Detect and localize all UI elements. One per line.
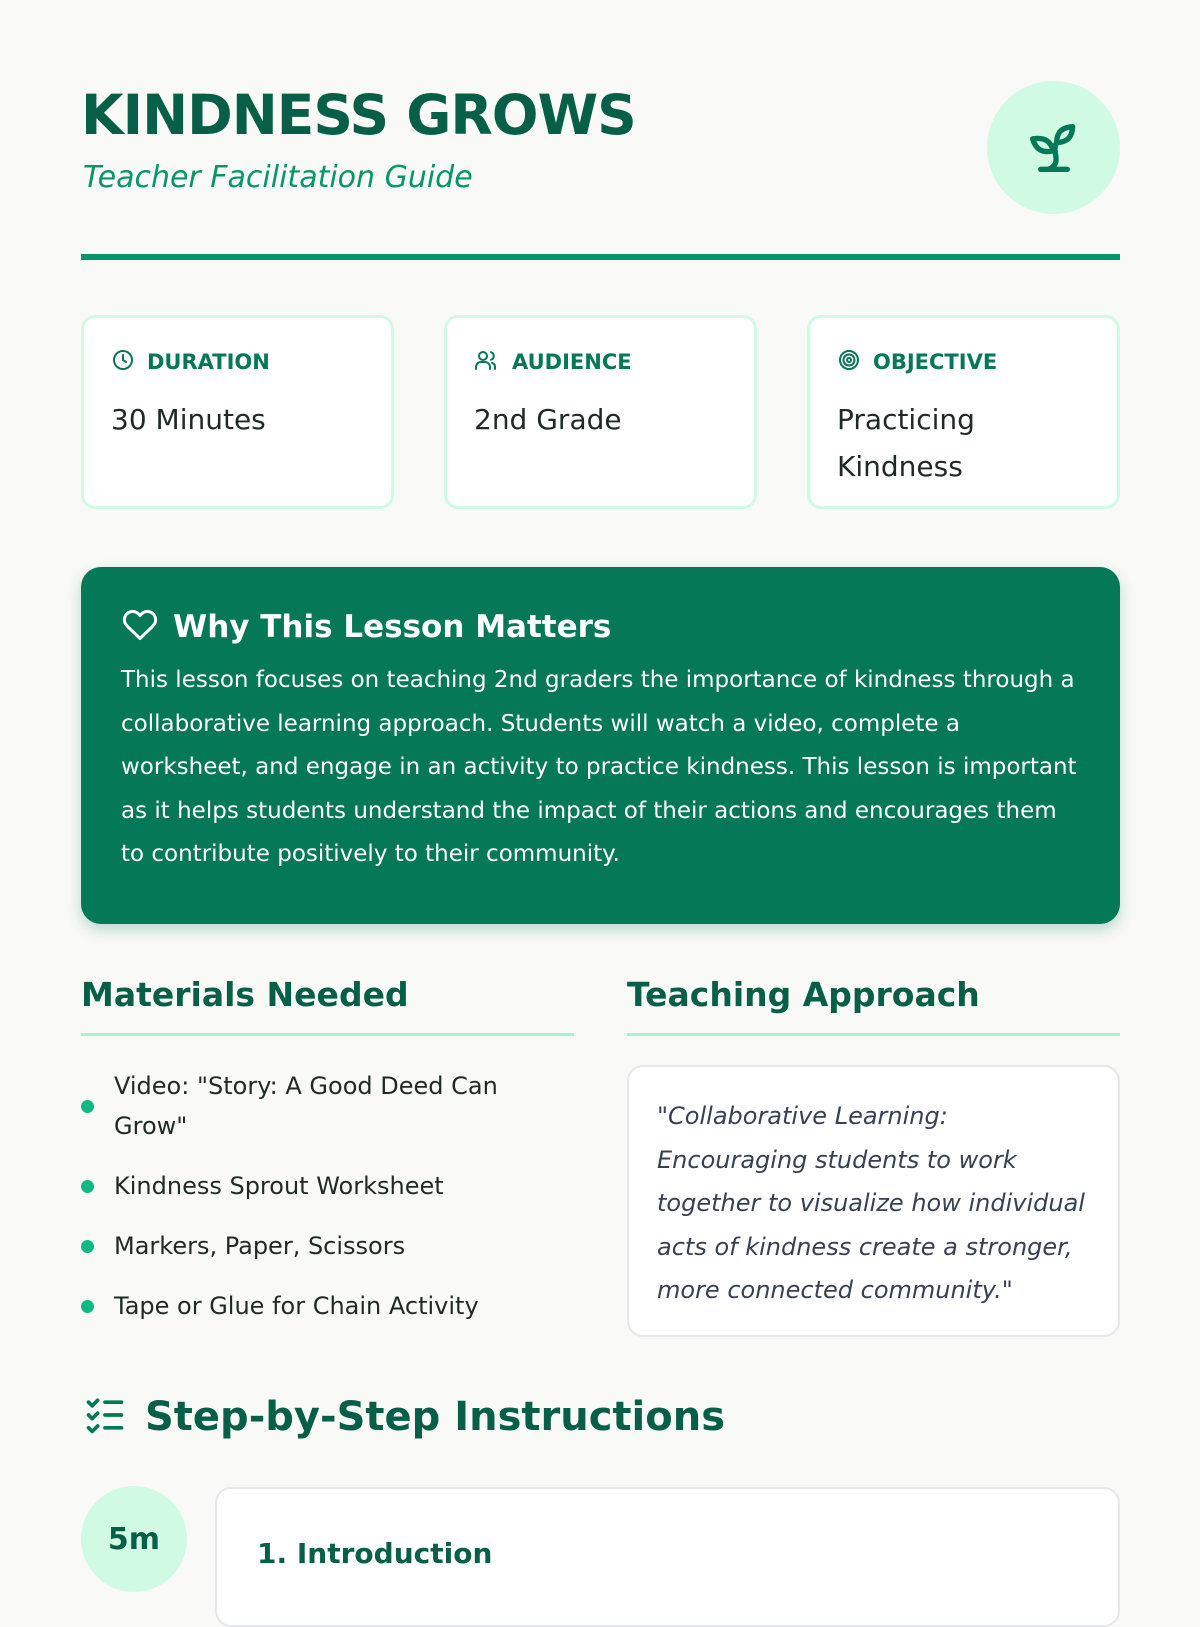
target-icon xyxy=(837,348,861,376)
steps-title: Step-by-Step Instructions xyxy=(145,1394,726,1440)
clock-icon xyxy=(111,348,135,376)
materials-title: Materials Needed xyxy=(81,975,574,1036)
why-lesson-matters-panel xyxy=(81,567,1120,924)
list-item xyxy=(81,1066,574,1146)
checklist-icon xyxy=(81,1393,129,1441)
page-subtitle: Teacher Facilitation Guide xyxy=(83,160,473,195)
list-item-text: Video: "Story: A Good Deed Can Grow" xyxy=(114,1072,498,1140)
info-card-audience xyxy=(444,315,757,509)
materials-list xyxy=(81,1066,574,1326)
header xyxy=(81,0,1120,262)
list-item xyxy=(81,1166,574,1206)
info-card-label: AUDIENCE xyxy=(512,350,632,374)
why-body: This lesson focuses on teaching 2nd graders the importance of kindness through a collaborative learning approach. Students will watch a video, complete a worksheet, and engage in an activity to practice kindness. This lesson is important as it helps students understand the impact of their actions and encourages them to contribute positively to their community. xyxy=(121,667,1077,867)
teaching-approach-section xyxy=(627,975,1120,1337)
info-card-duration xyxy=(81,315,394,509)
info-card-value: 2nd Grade xyxy=(474,403,622,436)
users-icon xyxy=(474,348,500,376)
why-title: Why This Lesson Matters xyxy=(173,609,612,645)
materials-section xyxy=(81,975,574,1346)
page-title: KINDNESS GROWS xyxy=(81,83,636,147)
info-card-label: OBJECTIVE xyxy=(873,350,998,374)
heart-icon xyxy=(121,607,159,647)
approach-quote-box xyxy=(627,1065,1120,1337)
step-card xyxy=(215,1487,1120,1627)
list-item xyxy=(81,1226,574,1266)
bullet-dot xyxy=(81,1180,94,1193)
bullet-dot xyxy=(81,1240,94,1253)
info-card-value: 30 Minutes xyxy=(111,403,266,436)
info-card-objective xyxy=(807,315,1120,509)
steps-header xyxy=(81,1393,725,1441)
header-divider xyxy=(81,254,1120,260)
list-item-text: Tape or Glue for Chain Activity xyxy=(114,1292,479,1320)
list-item xyxy=(81,1286,574,1326)
list-item-text: Kindness Sprout Worksheet xyxy=(114,1172,444,1200)
bullet-dot xyxy=(81,1100,94,1113)
info-card-value: Practicing Kindness xyxy=(837,403,975,483)
bullet-dot xyxy=(81,1300,94,1313)
approach-title: Teaching Approach xyxy=(627,975,1120,1036)
step-title: 1. Introduction xyxy=(257,1537,493,1570)
step-duration-badge: 5m xyxy=(81,1486,187,1592)
info-cards xyxy=(81,315,1120,509)
approach-quote: "Collaborative Learning: Encouraging students to work together to visualize how individual acts of kindness create a stronger, more connected community." xyxy=(657,1102,1085,1304)
sprout-icon xyxy=(987,81,1120,214)
list-item-text: Markers, Paper, Scissors xyxy=(114,1232,406,1260)
info-card-label: DURATION xyxy=(147,350,270,374)
page xyxy=(81,0,1120,1570)
